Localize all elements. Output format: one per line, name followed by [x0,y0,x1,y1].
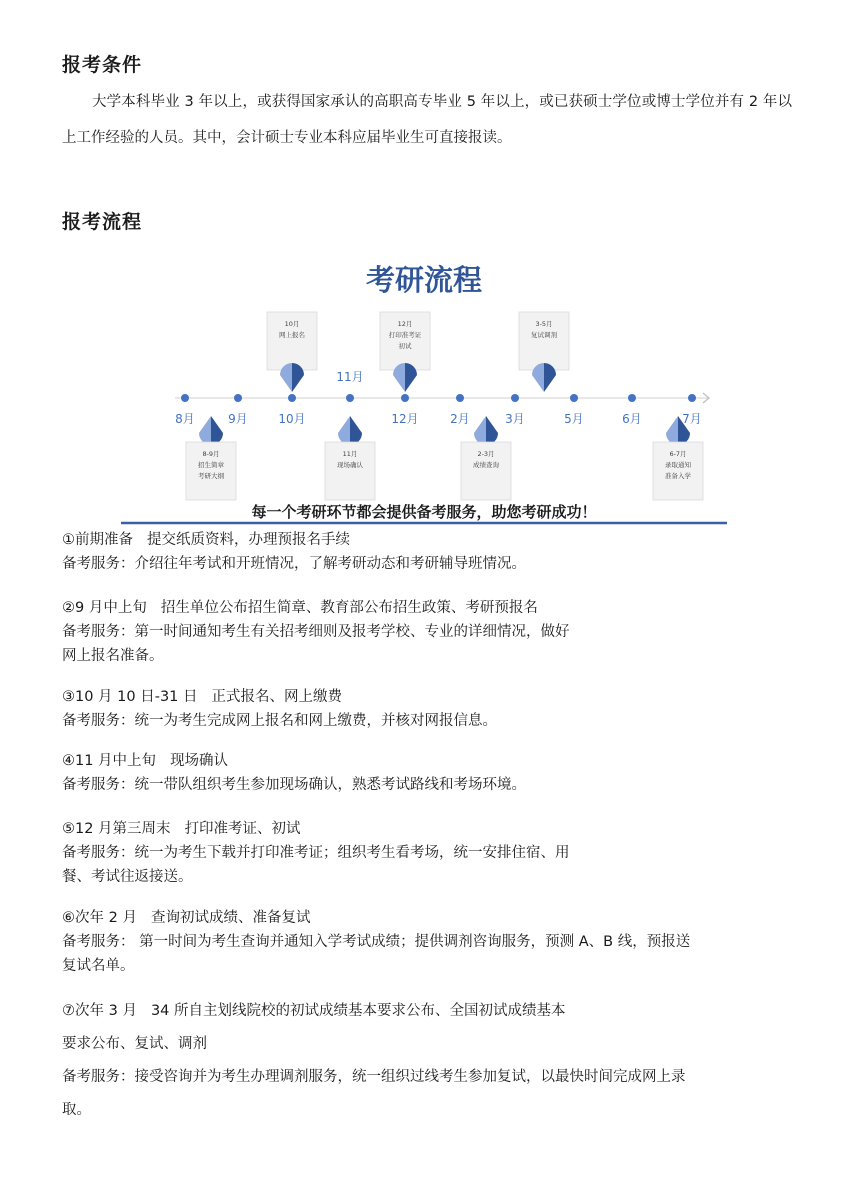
flow-figure-title: 考研流程 [365,263,483,297]
step-heading-text: 现场确认 [170,753,229,769]
card-label: 考研大纲 [198,472,224,480]
timeline-dot [688,394,696,402]
timeline-card [380,312,430,370]
step-heading-text: 提交纸质资料，办理预报名手续 [147,532,350,548]
step-item [62,528,792,576]
step-item [62,906,792,978]
card-label: 录取通知 [665,461,691,469]
timeline-card [461,442,511,500]
card-month: 8-9月 [202,450,220,458]
step-service: 备考服务：介绍往年考试和开班情况，了解考研动态和考研辅导班情况。 [62,556,526,572]
step-heading-text: 招生单位公布招生简章、教育部公布招生政策、考研预报名 [160,600,538,616]
timeline-month-label: 2月 [450,412,470,426]
card-label: 复试调剂 [531,331,557,339]
step-heading-label: ③10 月 10 日-31 日 [62,689,198,705]
card-label: 网上报名 [279,331,305,339]
timeline-card [267,312,317,370]
timeline-dot [401,394,409,402]
step-service: 备考服务： 第一时间为考生查询并通知入学考试成绩；提供调剂咨询服务，预测 A、B 线，预报送 [62,934,691,950]
card-month: 11月 [342,450,358,458]
timeline-dot [288,394,296,402]
step-heading-label: ⑦次年 3 月 [62,1003,137,1019]
timeline-month-label: 7月 [682,412,702,426]
timeline-card [186,442,236,500]
step-item [62,596,792,668]
section-title-conditions: 报考条件 [62,54,143,76]
section-title-process: 报考流程 [62,211,143,233]
timeline-dot [181,394,189,402]
card-label: 现场确认 [337,461,363,469]
timeline-card [653,442,703,500]
timeline-month-label: 3月 [505,412,525,426]
timeline-dot [511,394,519,402]
step-service-cont: 取。 [62,1102,91,1118]
timeline-month-label: 9月 [228,412,248,426]
step-service-cont: 复试名单。 [62,958,135,974]
step-service: 备考服务：统一为考生完成网上报名和网上缴费，并核对网报信息。 [62,713,497,729]
step-item [62,749,792,797]
step-item [62,817,792,889]
step-heading-label: ⑥次年 2 月 [62,910,137,926]
step-heading-label: ②9 月中上旬 [62,600,147,616]
step-service: 备考服务：接受咨询并为考生办理调剂服务，统一组织过线考生参加复试，以最快时间完成网上录 [62,1069,686,1085]
timeline-month-label: 12月 [391,412,419,426]
step-heading-text: 查询初试成绩、准备复试 [150,910,311,926]
step-service: 备考服务：第一时间通知考生有关招考细则及报考学校、专业的详细情况，做好 [62,624,570,640]
timeline-month-label: 11月 [336,370,364,384]
timeline-dot [628,394,636,402]
card-label: 准备入学 [665,472,691,480]
card-month: 10月 [284,320,300,328]
step-item [62,995,792,1127]
card-month: 12月 [397,320,413,328]
step-service-cont: 网上报名准备。 [62,648,164,664]
card-label: 招生简章 [198,461,224,469]
timeline-dot [456,394,464,402]
card-label: 打印准考证 [388,331,422,339]
timeline-month-label: 6月 [622,412,642,426]
card-label: 初试 [398,342,412,350]
flow-figure-footer: 每一个考研环节都会提供备考服务，助您考研成功！ [251,503,597,521]
step-item [62,685,792,733]
step-heading-label: ⑤12 月第三周末 [62,821,171,837]
timeline-dot [570,394,578,402]
card-month: 2-3月 [477,450,495,458]
timeline-card [519,312,569,370]
step-heading-text: 正式报名、网上缴费 [211,689,343,705]
conditions-paragraph: 大学本科毕业 3 年以上，或获得国家承认的高职高专毕业 5 年以上，或已获硕士学位或博士学位并有 2 年以上工作经验的人员。其中，会计硕士专业本科应届毕业生可直接报读。 [62,94,792,146]
timeline-card [325,442,375,500]
step-heading-text: 打印准考证、初试 [184,821,301,837]
step-heading-label: ①前期准备 [62,532,133,548]
timeline-month-label: 5月 [564,412,584,426]
timeline-month-label: 10月 [278,412,306,426]
step-service: 备考服务：统一为考生下载并打印准考证；组织考生看考场，统一安排住宿、用 [62,845,570,861]
step-service-cont: 餐、考试往返接送。 [62,869,193,885]
step-service: 备考服务：统一带队组织考生参加现场确认，熟悉考试路线和考场环境。 [62,777,526,793]
step-heading-label: ④11 月中上旬 [62,753,157,769]
timeline-dot [234,394,242,402]
timeline-month-label: 8月 [175,412,195,426]
timeline-dot [346,394,354,402]
step-heading-cont: 要求公布、复试、调剂 [62,1036,207,1052]
card-month: 3-5月 [535,320,553,328]
card-month: 6-7月 [669,450,687,458]
card-label: 成绩查询 [473,461,499,469]
exam-flow-figure [121,255,727,525]
step-heading-text: 34 所自主划线院校的初试成绩基本要求公布、全国初试成绩基本 [150,1003,566,1019]
